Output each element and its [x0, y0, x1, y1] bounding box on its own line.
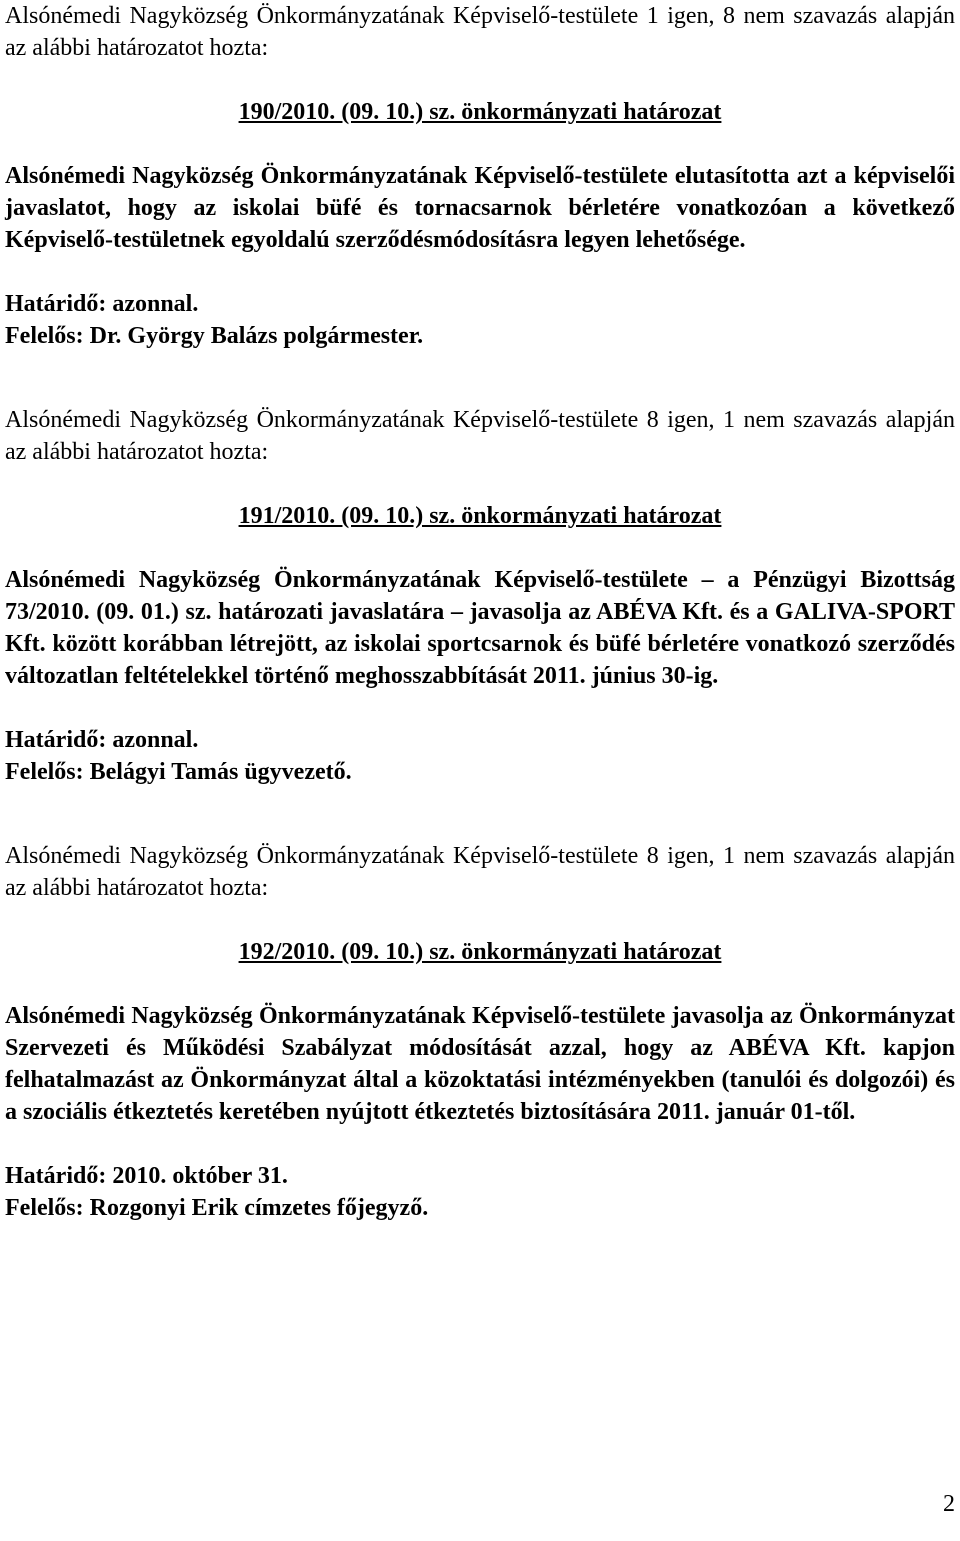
responsible-person: Felelős: Dr. György Balázs polgármester. — [5, 323, 424, 349]
resolution-body: Alsónémedi Nagyközség Önkormányzatának Képviselő-testülete – a Pénzügyi Bizottság 73/2010. (09. 01.) sz. határozati javaslatára – javasolja az ABÉVA Kft. és a GALIVA-SPORT Kft. között korábban létrejött, az iskolai sportcsarnok és büfé bérletére vonatkozó szerződés változatlan feltételekkel történő meghosszabbítását 2011. június 30-ig. — [5, 567, 955, 689]
resolution-heading: 192/2010. (09. 10.) sz. önkormányzati határozat — [238, 939, 722, 965]
resolution-heading: 191/2010. (09. 10.) sz. önkormányzati határozat — [238, 503, 722, 529]
resolution-body: Alsónémedi Nagyközség Önkormányzatának Képviselő-testülete javasolja az Önkormányzat Szervezeti és Működési Szabályzat módosítását azzal, hogy az ABÉVA Kft. kapjon felhatalmazást az Önkormányzat által a közoktatási intézményekben (tanulói és dolgozói) és a szociális étkeztetés keretében nyújtott étkeztetés biztosítására 2011. január 01-től. — [5, 1003, 955, 1125]
resolution-192 — [5, 840, 955, 1224]
responsible-person: Felelős: Belágyi Tamás ügyvezető. — [5, 759, 352, 785]
vote-statement: Alsónémedi Nagyközség Önkormányzatának Képviselő-testülete 1 igen, 8 nem szavazás alapján az alábbi határozatot hozta: — [5, 3, 955, 61]
deadline: Határidő: 2010. október 31. — [5, 1163, 288, 1189]
deadline: Határidő: azonnal. — [5, 291, 199, 317]
vote-statement: Alsónémedi Nagyközség Önkormányzatának Képviselő-testülete 8 igen, 1 nem szavazás alapján az alábbi határozatot hozta: — [5, 843, 955, 901]
resolution-190 — [5, 0, 955, 352]
resolution-heading: 190/2010. (09. 10.) sz. önkormányzati határozat — [238, 99, 722, 125]
deadline: Határidő: azonnal. — [5, 727, 199, 753]
resolution-191 — [5, 404, 955, 788]
document-page — [5, 0, 955, 1224]
page-number: 2 — [943, 1491, 955, 1517]
resolution-body: Alsónémedi Nagyközség Önkormányzatának Képviselő-testülete elutasította azt a képviselői javaslatot, hogy az iskolai büfé és tornacsarnok bérletére vonatkozóan a következő Képviselő-testületnek egyoldalú szerződésmódosításra legyen lehetősége. — [5, 163, 955, 253]
responsible-person: Felelős: Rozgonyi Erik címzetes főjegyző. — [5, 1195, 429, 1221]
vote-statement: Alsónémedi Nagyközség Önkormányzatának Képviselő-testülete 8 igen, 1 nem szavazás alapján az alábbi határozatot hozta: — [5, 407, 955, 465]
